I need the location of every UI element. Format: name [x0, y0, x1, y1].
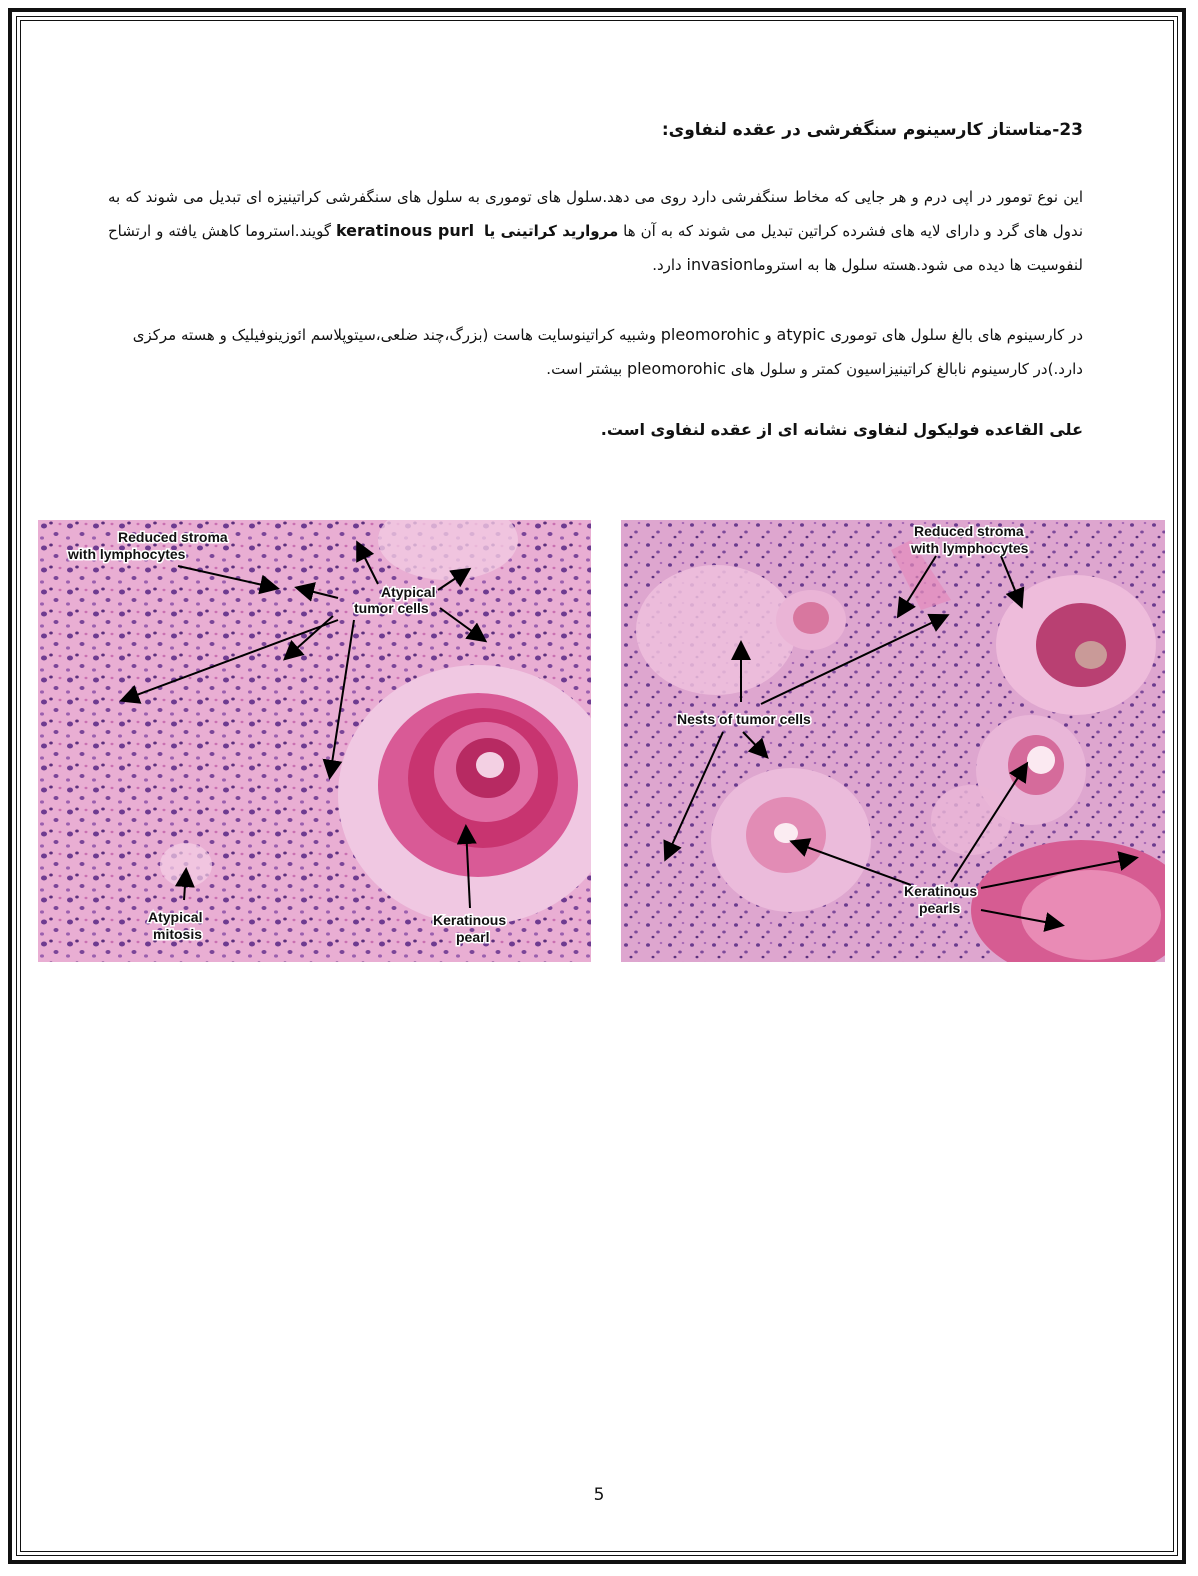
label-atypical-tumor-1: Atypical — [381, 584, 436, 600]
label-reduced-stroma-2: with lymphocytes — [68, 546, 186, 562]
para2-atypic: atypic — [776, 325, 826, 344]
para2-text-4: بیشتر است. — [546, 360, 627, 378]
para1-invasion: invasion — [686, 255, 754, 274]
para2-text-3: وشبیه کراتینوسایت هاست (بزرگ،چند ضلعی،سیتوپلاسم ائوزینوفیلیک و هسته مرکزی دارد.)در کارسینوم نابالغ کراتینیزاسیون کمتر و سلول های — [132, 326, 1083, 378]
para1-text-3: دارد. — [652, 256, 687, 274]
section-heading: 23-متاستاز کارسینوم سنگفرشی در عقده لنفاوی: — [661, 120, 1083, 140]
label-keratinous-pearls-2: pearls — [919, 900, 961, 916]
label-atypical-tumor-2: tumor cells — [354, 600, 429, 616]
label-reduced-stroma-2: with lymphocytes — [911, 540, 1029, 556]
label-keratinous-pearl-1: Keratinous — [433, 912, 507, 928]
label-reduced-stroma-1: Reduced stroma — [118, 529, 228, 545]
para2-text-1: در کارسینوم های بالغ سلول های توموری — [825, 326, 1083, 344]
para1-latin-term: keratinous purl — [335, 221, 475, 240]
para2-text-2: و — [759, 326, 777, 344]
label-atypical-mitosis-2: mitosis — [153, 926, 203, 942]
para2-pleomorohic-2: pleomorohic — [626, 359, 726, 378]
label-keratinous-pearls-1: Keratinous — [904, 883, 978, 899]
label-nests-tumor-cells: Nests of tumor cells — [677, 711, 811, 727]
para1-text-2: گویند.استروما کاهش یافته و ارتشاح لنفوسیت ها دیده می شود.هسته سلول ها به استروما — [108, 222, 1083, 274]
micrograph-left — [38, 520, 591, 962]
micrograph-right — [621, 520, 1165, 962]
page-number: 5 — [593, 1485, 605, 1505]
para1-bold-term: مروارید کراتینی یا — [483, 222, 619, 240]
label-keratinous-pearl-2: pearl — [456, 929, 490, 945]
label-atypical-mitosis-1: Atypical — [148, 909, 203, 925]
paragraph-note: علی القاعده فولیکول لنفاوی نشانه ای از عقده لنفاوی است. — [600, 420, 1083, 439]
para2-pleomorohic-1: pleomorohic — [660, 325, 760, 344]
micrograph-right-image — [621, 520, 1165, 962]
para1-text-1: این نوع تومور در اپی درم و هر جایی که مخاط سنگفرشی دارد روی می دهد.سلول های توموری به سلول های سنگفرشی کراتینیزه ای تبدیل می شوند که به ندول های گرد و دارای لایه های فشرده کراتین تبدیل می شوند که به آن ها — [108, 188, 1083, 240]
label-reduced-stroma-1: Reduced stroma — [914, 523, 1024, 539]
paragraph-mature-carcinoma — [108, 318, 1083, 386]
paragraph-description — [108, 180, 1083, 282]
micrograph-left-image — [38, 520, 591, 962]
